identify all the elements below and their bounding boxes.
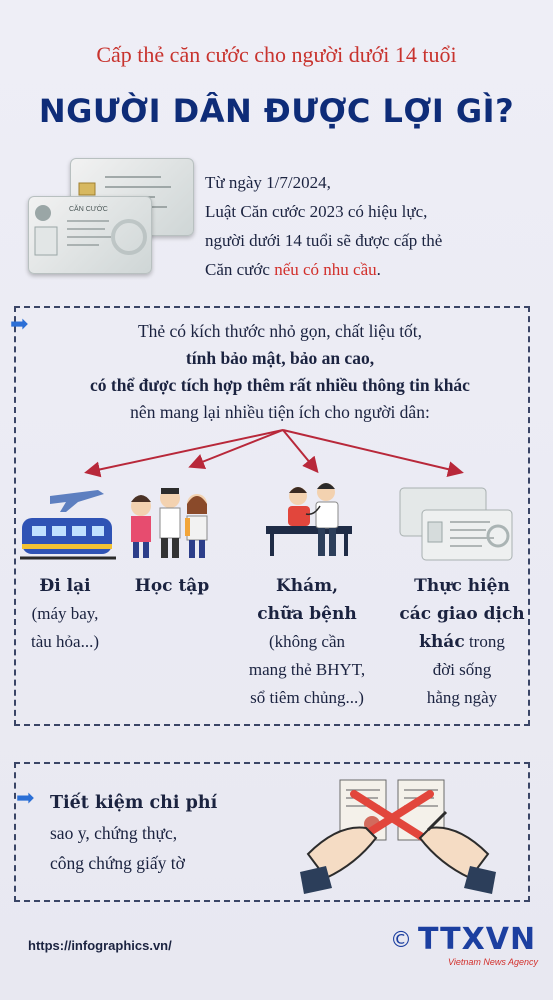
benefit-detail: (máy bay,: [31, 604, 99, 623]
benefit-study: [122, 572, 222, 600]
benefit-title: Thực hiện: [414, 576, 510, 596]
plane-train-icon: [20, 482, 120, 562]
page-title: NGƯỜI DÂN ĐƯỢC LỢI GÌ?: [38, 92, 515, 130]
signing-documents-crossed-icon: [300, 772, 496, 894]
logo-subtitle: Vietnam News Agency: [448, 957, 539, 967]
intro-suffix: .: [376, 260, 381, 279]
benefit-title: khác: [419, 632, 465, 652]
benefit-title: Học tập: [134, 576, 210, 596]
intro-text-plain: Căn cước: [205, 260, 275, 279]
copyright-icon: ©: [390, 928, 412, 953]
benefit-detail: trong: [464, 632, 505, 651]
svg-text:CĂN CƯỚC: CĂN CƯỚC: [69, 206, 108, 213]
benefit-line-bold: tính bảo mật, bảo an cao,: [185, 348, 375, 368]
arrow-right-icon: ➡: [10, 312, 29, 337]
benefit-detail: hằng ngày: [426, 688, 498, 707]
benefit-title: chữa bệnh: [257, 604, 357, 624]
benefit-line: Thẻ có kích thước nhỏ gọn, chất liệu tốt,: [137, 321, 423, 341]
intro-line: người dưới 14 tuổi sẽ được cấp thẻ: [205, 231, 443, 250]
savings-text: [50, 788, 217, 878]
benefit-title: Khám,: [275, 576, 339, 596]
benefit-line: nên mang lại nhiều tiện ích cho người dân:: [130, 402, 430, 422]
benefit-detail: (không cần: [268, 632, 345, 651]
benefit-detail: sổ tiêm chủng...): [250, 688, 364, 707]
savings-line: công chứng giấy tờ: [50, 853, 185, 873]
benefit-travel: [10, 572, 120, 656]
arrow-right-icon: ➡: [16, 786, 35, 811]
ttxvn-logo: TTXVN: [418, 922, 537, 957]
subtitle: Cấp thẻ căn cước cho người dưới 14 tuổi: [96, 42, 457, 67]
source-url[interactable]: https://infographics.vn/: [28, 938, 172, 953]
doctor-patient-icon: [262, 480, 358, 558]
benefit-title: các giao dịch: [399, 604, 525, 624]
benefit-detail-mixed: [392, 628, 532, 656]
benefit-health: [222, 572, 392, 712]
id-cards-small-icon: [398, 484, 518, 564]
benefit-transactions: [392, 572, 532, 712]
benefit-line-bold: có thể được tích hợp thêm rất nhiều thông tin khác: [90, 375, 470, 395]
students-icon: [125, 484, 215, 562]
intro-highlight: nếu có nhu cầu: [274, 260, 377, 279]
benefit-title: Đi lại: [39, 576, 91, 596]
benefit-detail: mang thẻ BHYT,: [248, 660, 366, 679]
benefit-detail: đời sống: [432, 660, 492, 679]
intro-line: Luật Căn cước 2023 có hiệu lực,: [205, 202, 428, 221]
benefit-detail: tàu hỏa...): [31, 632, 99, 651]
savings-title: Tiết kiệm chi phí: [50, 793, 218, 813]
savings-line: sao y, chứng thực,: [50, 823, 178, 843]
intro-line: Từ ngày 1/7/2024,: [205, 173, 331, 192]
